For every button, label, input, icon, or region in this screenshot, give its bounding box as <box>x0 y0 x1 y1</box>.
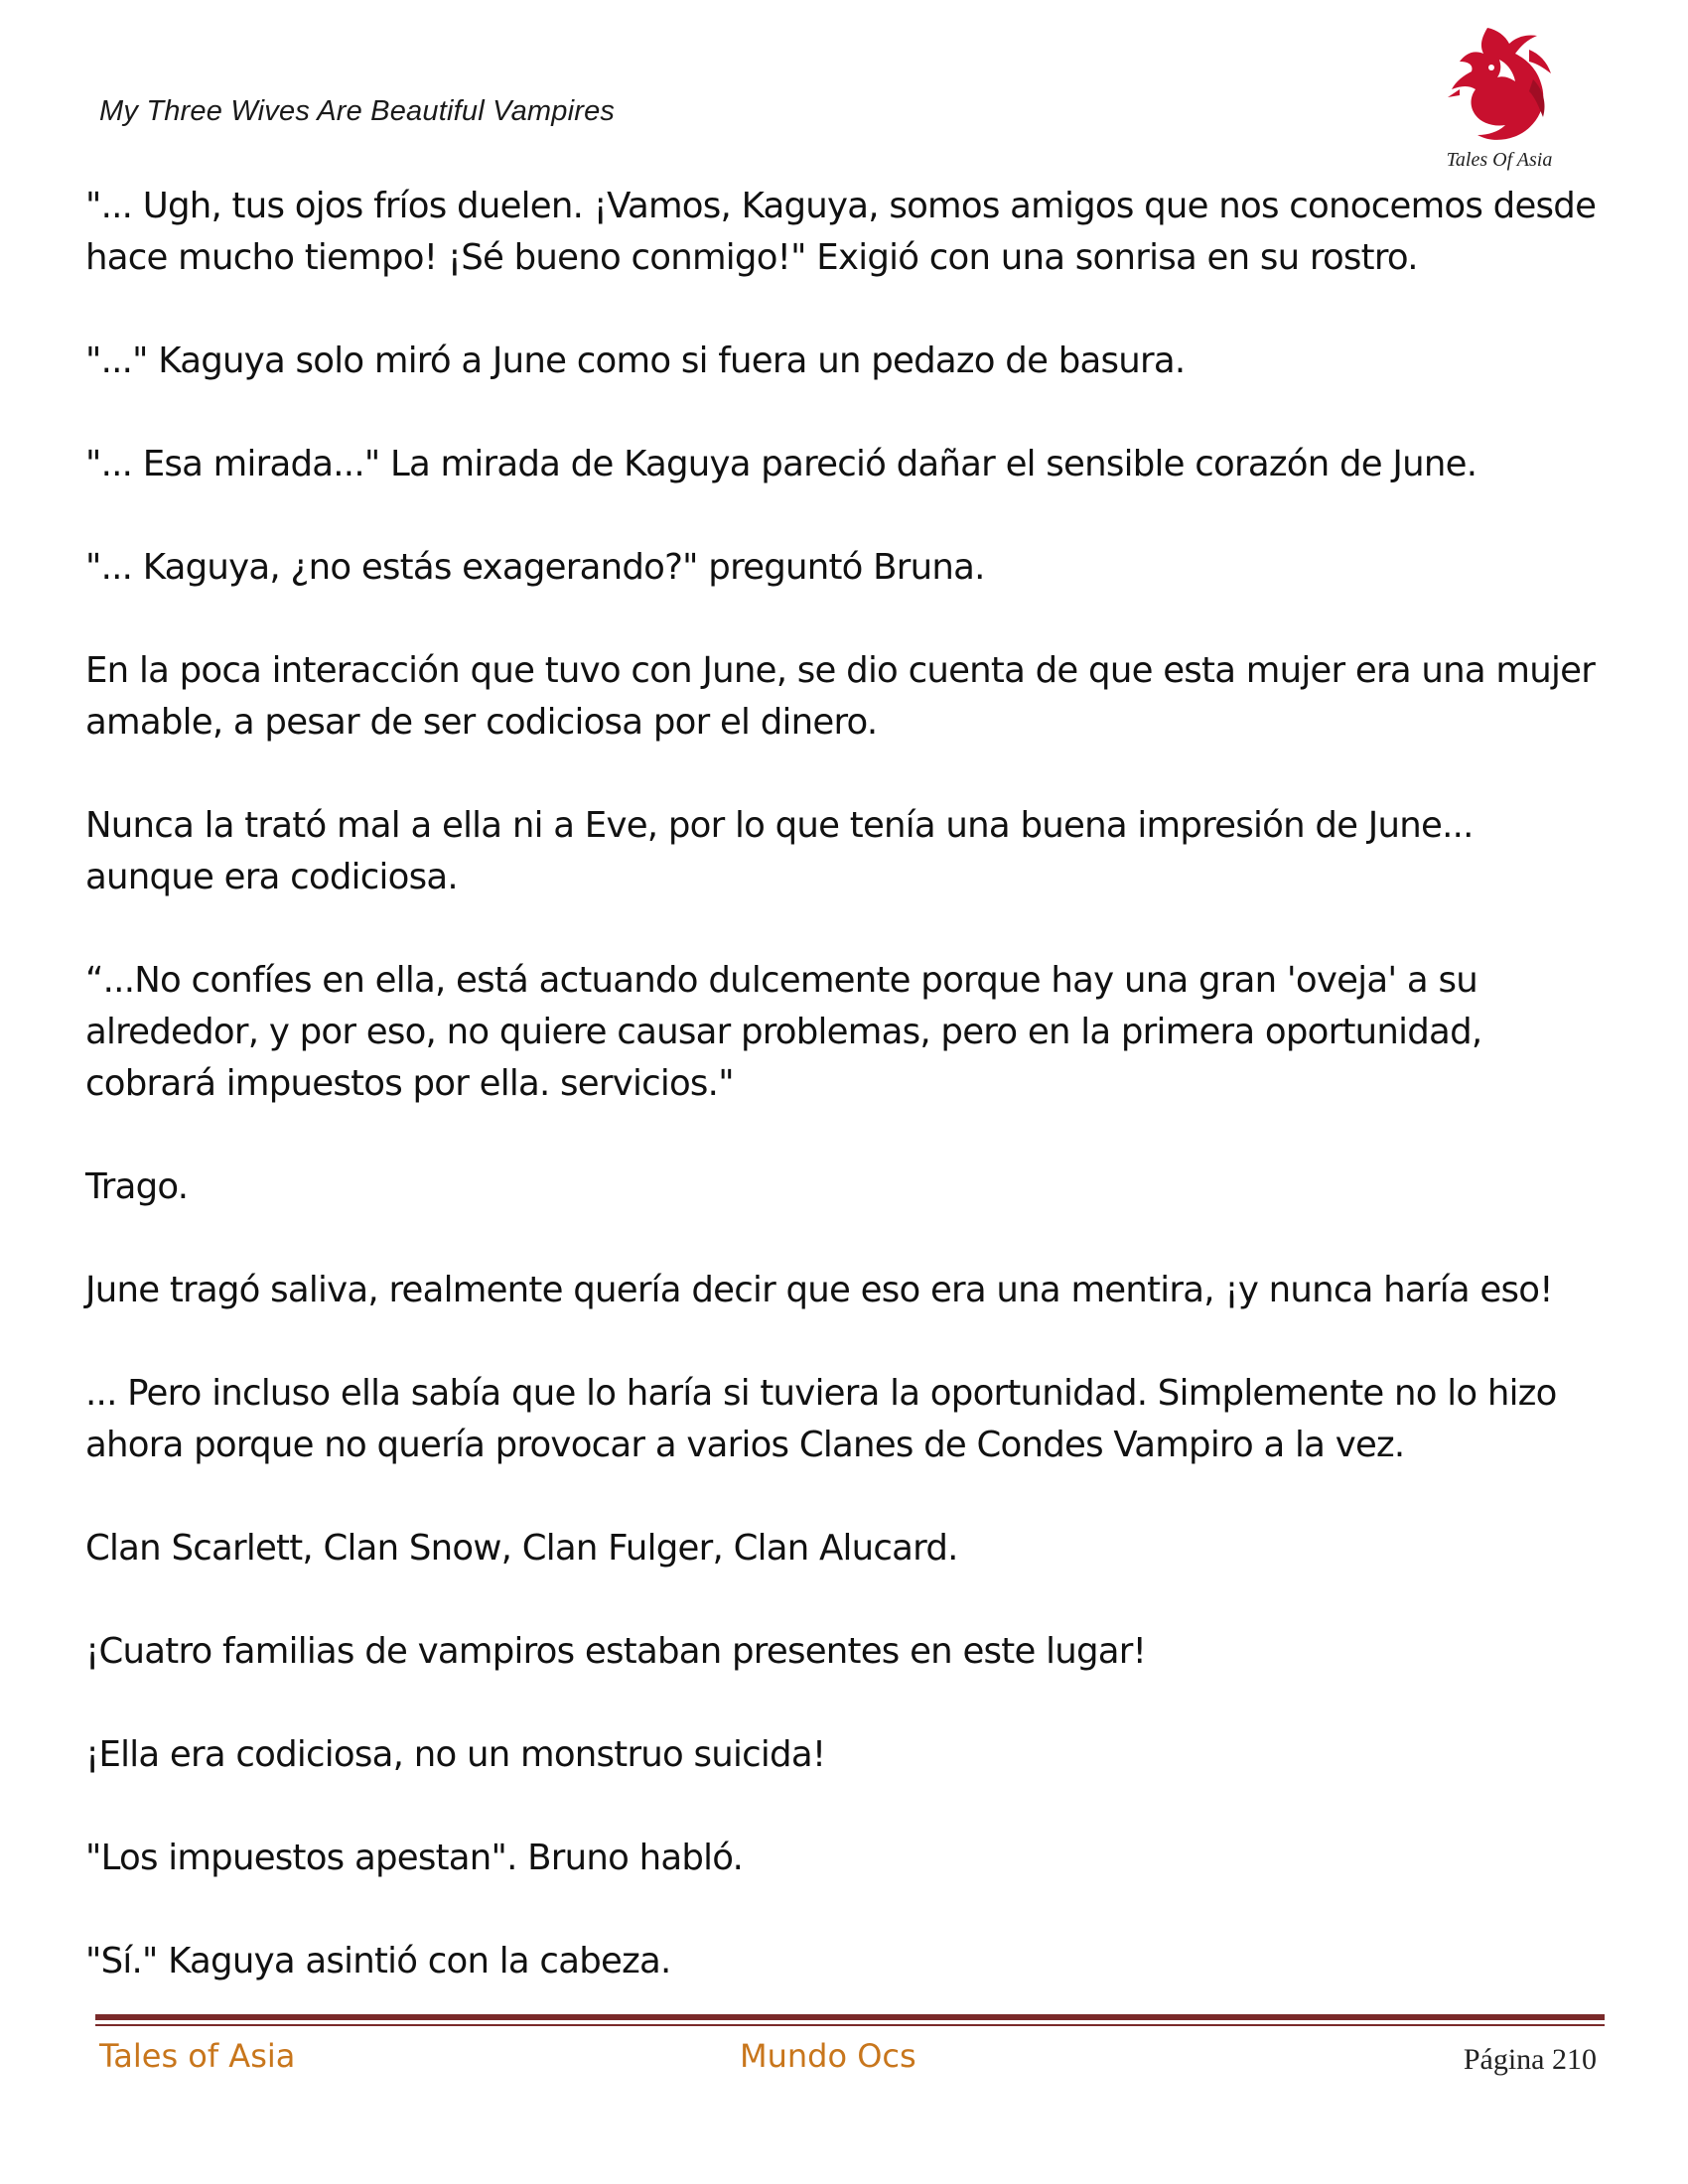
dragon-icon <box>1430 20 1569 154</box>
paragraph: ¡Cuatro familias de vampiros estaban presentes en este lugar! <box>85 1631 1147 1672</box>
footer-publisher: Tales of Asia <box>99 2037 296 2075</box>
page-number-value: 210 <box>1552 2043 1597 2076</box>
logo-text: Tales Of Asia <box>1446 149 1553 171</box>
paragraph: ... Pero incluso ella sabía que lo haría si tuviera la oportunidad. Simplemente no lo hizo ahora porque no quería provocar a varios Clanes de Condes Vampiro a la vez. <box>85 1373 1557 1465</box>
footer-translator: Mundo Ocs <box>740 2037 916 2075</box>
page-label: Página <box>1463 2043 1545 2076</box>
book-title: My Three Wives Are Beautiful Vampires <box>99 95 616 127</box>
paragraph: Nunca la trató mal a ella ni a Eve, por lo que tenía una buena impresión de June... aunque era codiciosa. <box>85 805 1474 897</box>
footer-divider <box>95 2014 1605 2020</box>
paragraph: “...No confíes en ella, está actuando dulcemente porque hay una gran 'oveja' a su alrededor, y por eso, no quiere causar problemas, pero en la primera oportunidad, cobrará impuestos por ella. servicios." <box>85 960 1482 1104</box>
paragraph: ¡Ella era codiciosa, no un monstruo suicida! <box>85 1734 826 1775</box>
page-number <box>1464 2043 1597 2077</box>
paragraph: Clan Scarlett, Clan Snow, Clan Fulger, Clan Alucard. <box>85 1528 958 1569</box>
tales-of-asia-logo <box>1430 20 1569 179</box>
paragraph: "... Ugh, tus ojos fríos duelen. ¡Vamos, Kaguya, somos amigos que nos conocemos desde hace mucho tiempo! ¡Sé bueno conmigo!" Exigió con una sonrisa en su rostro. <box>85 186 1597 278</box>
paragraph: "Los impuestos apestan". Bruno habló. <box>85 1838 744 1878</box>
paragraph: "..." Kaguya solo miró a June como si fuera un pedazo de basura. <box>85 341 1186 381</box>
paragraph: "... Kaguya, ¿no estás exagerando?" preguntó Bruna. <box>85 547 985 588</box>
paragraph: "... Esa mirada..." La mirada de Kaguya pareció dañar el sensible corazón de June. <box>85 444 1477 484</box>
footer-divider-thin <box>95 2024 1605 2026</box>
paragraph: En la poca interacción que tuvo con June, se dio cuenta de que esta mujer era una mujer amable, a pesar de ser codiciosa por el dinero. <box>85 650 1596 743</box>
page-body <box>85 181 1605 2039</box>
paragraph: Trago. <box>85 1166 189 1207</box>
paragraph: "Sí." Kaguya asintió con la cabeza. <box>85 1941 671 1981</box>
paragraph: June tragó saliva, realmente quería decir que eso era una mentira, ¡y nunca haría eso! <box>85 1270 1553 1310</box>
